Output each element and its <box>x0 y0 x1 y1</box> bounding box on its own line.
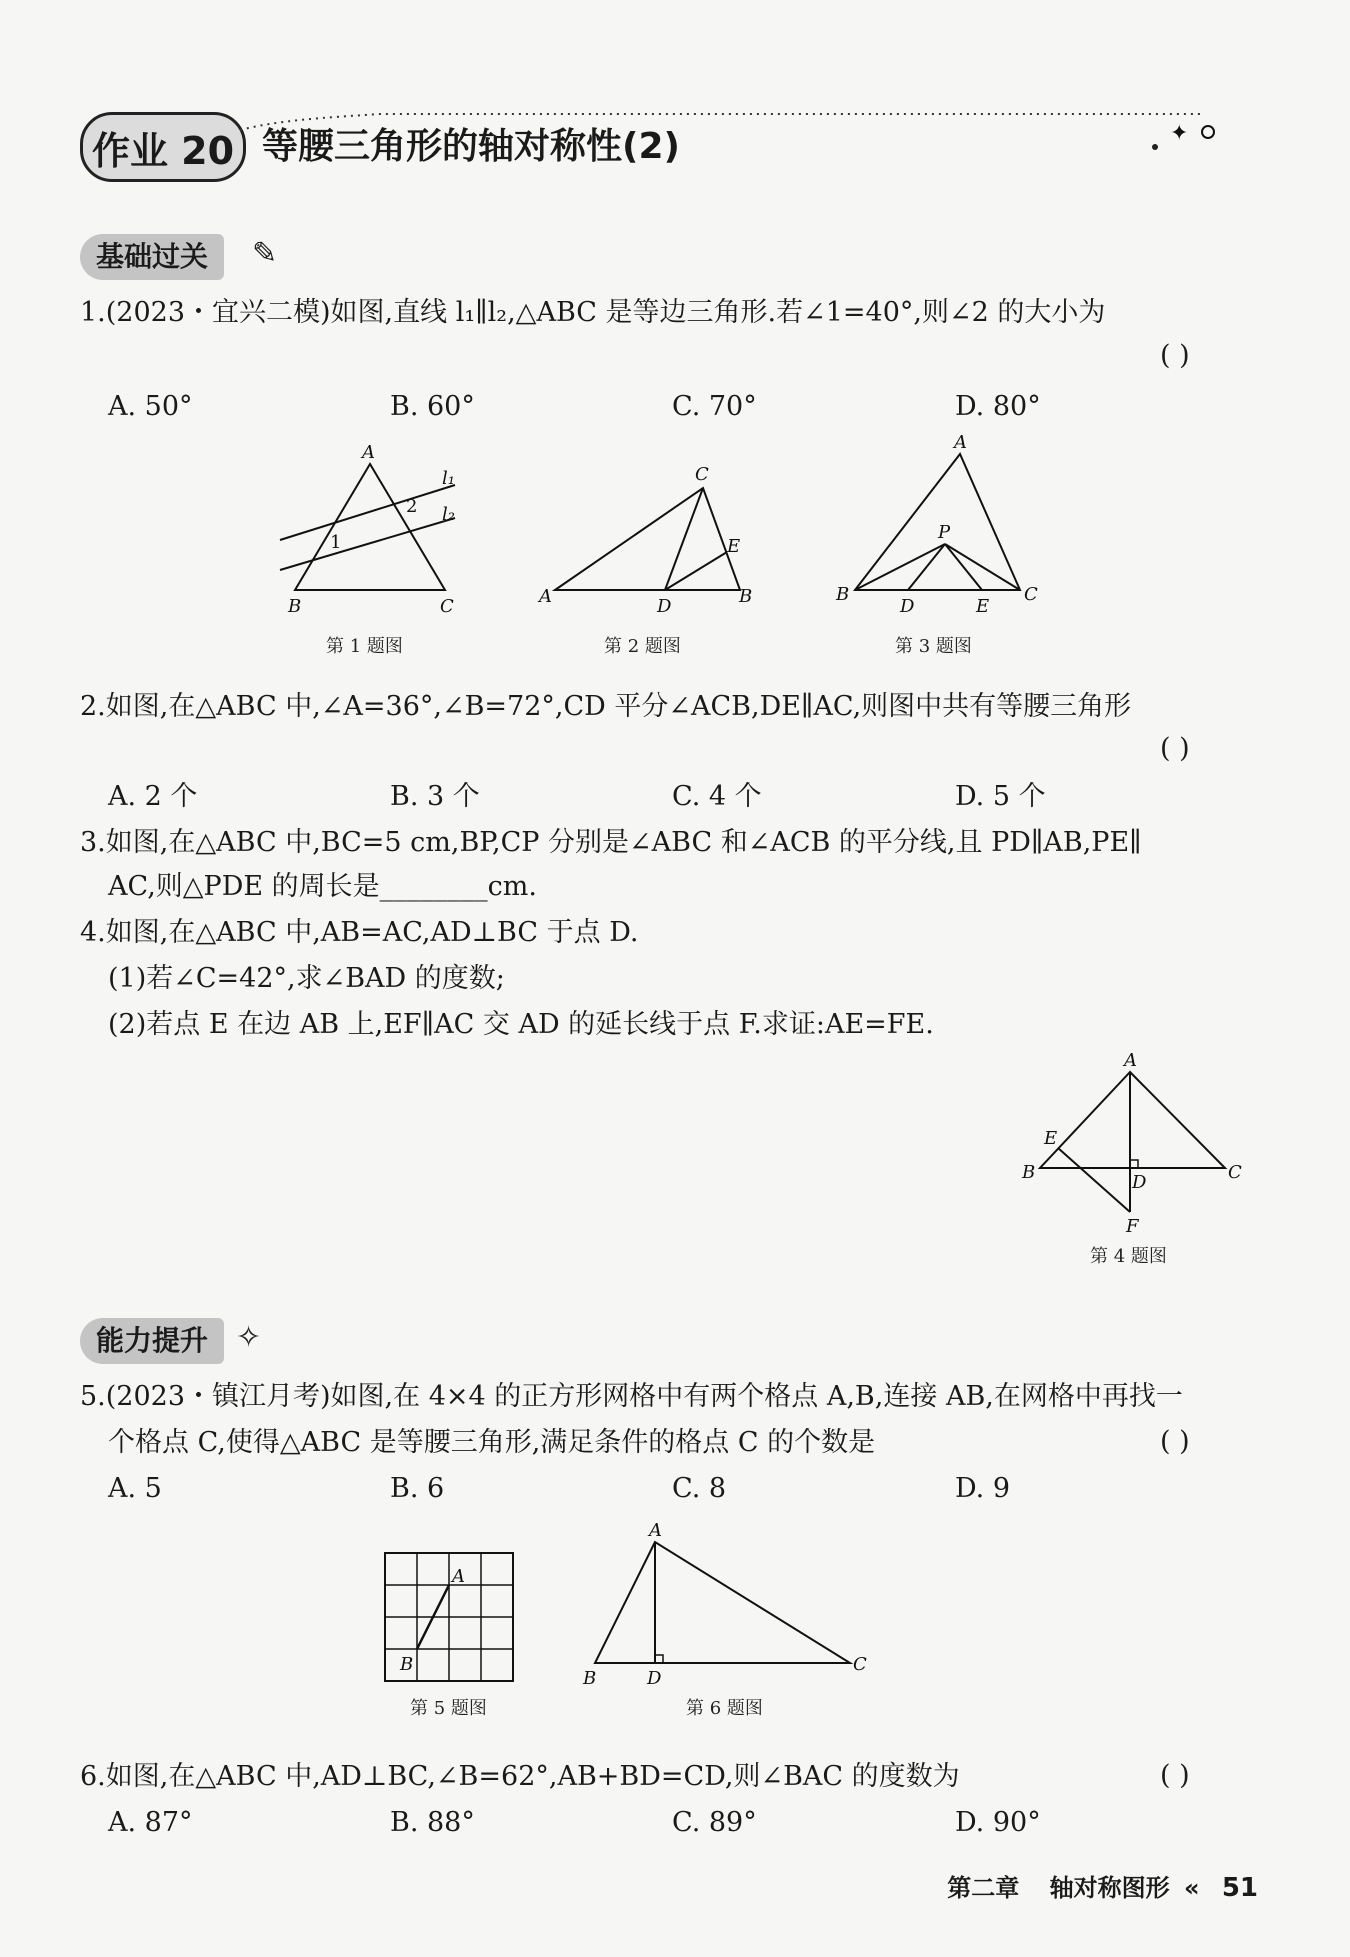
option-d: D. 90° <box>955 1807 1041 1838</box>
answer-paren-1: ( ) <box>1160 340 1190 371</box>
option-c: C. 89° <box>672 1807 757 1838</box>
svg-text:P: P <box>938 522 951 543</box>
question-3 <box>80 826 1142 860</box>
question-3-line-2: AC,则△PDE 的周长是________cm. <box>108 871 537 902</box>
figure-6-diagram <box>575 1520 875 1690</box>
question-4-part-1: (1)若∠C=42°,求∠BAD 的度数; <box>108 963 505 994</box>
question-number: 5. <box>80 1381 106 1412</box>
question-text: 如图,直线 l₁∥l₂,△ABC 是等边三角形.若∠1=40°,则∠2 的大小为 <box>330 297 1106 328</box>
figure-3-caption: 第 3 题图 <box>895 636 972 657</box>
question-number: 1. <box>80 297 106 328</box>
svg-text:D: D <box>900 596 915 617</box>
svg-text:E: E <box>1044 1128 1058 1149</box>
assignment-tag: 作业 20 <box>80 112 246 182</box>
svg-text:A: A <box>539 586 552 607</box>
sparkle-icon: ✧ <box>236 1320 262 1355</box>
header-dotted-line <box>240 100 1260 160</box>
svg-text:E: E <box>727 536 741 557</box>
svg-text:F: F <box>1126 1216 1139 1237</box>
page-number: 51 <box>1221 1873 1258 1903</box>
svg-text:B: B <box>1022 1162 1036 1183</box>
question-1 <box>80 296 1105 330</box>
svg-text:D: D <box>647 1668 662 1689</box>
svg-text:A: A <box>362 442 375 463</box>
svg-text:C: C <box>853 1654 867 1675</box>
question-5 <box>80 1380 1183 1414</box>
answer-paren-2: ( ) <box>1160 733 1190 764</box>
svg-text:D: D <box>657 596 672 617</box>
question-number: 2. <box>80 691 106 722</box>
svg-text:l₂: l₂ <box>442 504 455 525</box>
question-text: 如图,在△ABC 中,BC=5 cm,BP,CP 分别是∠ABC 和∠ACB 的平分线,且 PD∥AB,PE∥ <box>105 827 1142 858</box>
option-a: A. 87° <box>108 1807 193 1838</box>
pencil-icon: ✎ <box>252 236 278 271</box>
question-6 <box>80 1760 960 1794</box>
question-text: 如图,在△ABC 中,AD⊥BC,∠B=62°,AB+BD=CD,则∠BAC 的度数为 <box>105 1761 960 1792</box>
option-a: A. 2 个 <box>108 781 198 812</box>
option-c: C. 70° <box>672 391 757 422</box>
option-b: B. 6 <box>390 1473 445 1504</box>
question-number: 4. <box>80 917 106 948</box>
figure-5-grid <box>380 1548 520 1688</box>
question-number: 6. <box>80 1761 106 1792</box>
question-2 <box>80 690 1131 724</box>
question-text: 如图,在△ABC 中,AB=AC,AD⊥BC 于点 D. <box>105 917 639 948</box>
svg-text:2: 2 <box>406 496 418 517</box>
page-title: 等腰三角形的轴对称性(2) <box>262 126 680 167</box>
question-4-part-2: (2)若点 E 在边 AB 上,EF∥AC 交 AD 的延长线于点 F.求证:AE=FE. <box>108 1009 934 1040</box>
svg-text:B: B <box>288 596 302 617</box>
section-basic-heading: 基础过关 <box>80 234 224 280</box>
figure-1-diagram <box>270 440 470 620</box>
question-4 <box>80 916 639 950</box>
chevron-left-icon: « <box>1183 1874 1200 1902</box>
page-footer <box>947 1868 1258 1903</box>
svg-text:l₁: l₁ <box>442 468 455 489</box>
svg-text:D: D <box>1132 1172 1147 1193</box>
svg-text:C: C <box>695 464 709 485</box>
svg-text:B: B <box>400 1654 414 1675</box>
svg-text:B: B <box>739 586 753 607</box>
option-d: D. 80° <box>955 391 1041 422</box>
figure-4-caption: 第 4 题图 <box>1090 1246 1167 1267</box>
section-advanced-heading: 能力提升 <box>80 1318 224 1364</box>
figure-1-caption: 第 1 题图 <box>326 636 403 657</box>
option-d: D. 9 <box>955 1473 1011 1504</box>
answer-paren-5: ( ) <box>1160 1426 1190 1457</box>
svg-text:E: E <box>976 596 990 617</box>
option-b: B. 88° <box>390 1807 475 1838</box>
option-c: C. 4 个 <box>672 781 762 812</box>
option-a: A. 50° <box>108 391 193 422</box>
option-d: D. 5 个 <box>955 781 1046 812</box>
figure-2-caption: 第 2 题图 <box>604 636 681 657</box>
option-b: B. 3 个 <box>390 781 480 812</box>
figure-4-diagram <box>1010 1050 1260 1240</box>
chapter-label: 第二章 <box>947 1874 1020 1902</box>
svg-text:C: C <box>1228 1162 1242 1183</box>
svg-text:✦: ✦ <box>1170 121 1189 146</box>
svg-text:A: A <box>954 432 967 453</box>
svg-text:A: A <box>1124 1050 1137 1071</box>
figure-2-diagram <box>535 460 765 620</box>
question-source: (2023・镇江月考) <box>105 1381 331 1412</box>
svg-text:C: C <box>1024 584 1038 605</box>
svg-text:A: A <box>452 1566 465 1587</box>
figure-3-diagram <box>830 432 1050 622</box>
option-c: C. 8 <box>672 1473 727 1504</box>
option-b: B. 60° <box>390 391 475 422</box>
question-text: 如图,在△ABC 中,∠A=36°,∠B=72°,CD 平分∠ACB,DE∥AC,则图中共有等腰三角形 <box>105 691 1132 722</box>
svg-text:B: B <box>583 1668 597 1689</box>
question-text: 如图,在 4×4 的正方形网格中有两个格点 A,B,连接 AB,在网格中再找一 <box>330 1381 1183 1412</box>
answer-paren-6: ( ) <box>1160 1760 1190 1791</box>
question-5-line-2: 个格点 C,使得△ABC 是等腰三角形,满足条件的格点 C 的个数是 <box>108 1427 876 1458</box>
question-source: (2023・宜兴二模) <box>105 297 331 328</box>
svg-text:C: C <box>440 596 454 617</box>
svg-text:B: B <box>836 584 850 605</box>
figure-6-caption: 第 6 题图 <box>686 1698 763 1719</box>
svg-text:A: A <box>649 1520 662 1541</box>
question-number: 3. <box>80 827 106 858</box>
chapter-title: 轴对称图形 <box>1049 1874 1170 1902</box>
option-a: A. 5 <box>108 1473 162 1504</box>
svg-text:1: 1 <box>330 532 342 553</box>
figure-5-caption: 第 5 题图 <box>410 1698 487 1719</box>
